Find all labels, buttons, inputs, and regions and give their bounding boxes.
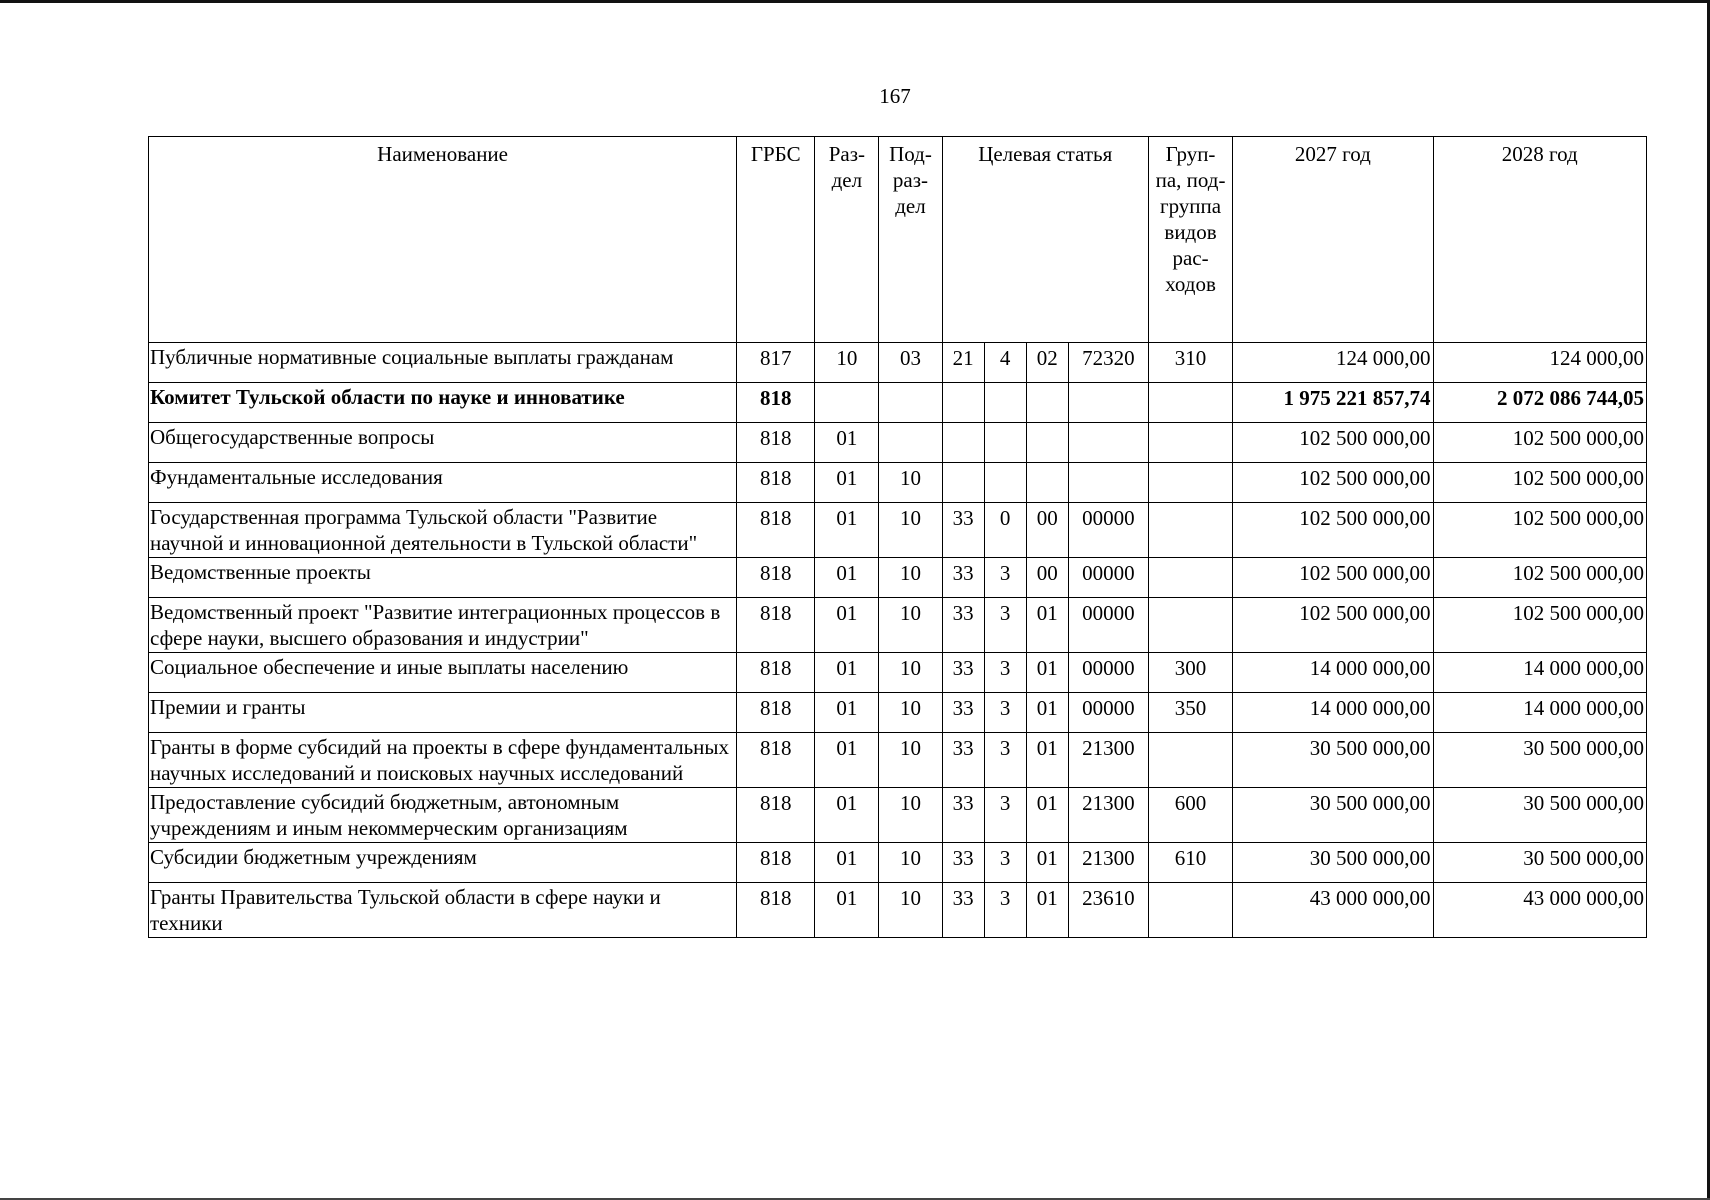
row-name-cell: Гранты Правительства Тульской области в сфере науки и техники [149,883,737,938]
row-name-cell: Комитет Тульской области по науке и инноватике [149,383,737,423]
row-grbs-cell: 818 [737,693,815,733]
row-target-direction-cell [1068,423,1148,463]
row-target-direction-cell: 00000 [1068,503,1148,558]
table-row [149,843,1647,883]
row-name-cell: Фундаментальные исследования [149,463,737,503]
row-amount-2028-cell: 30 500 000,00 [1433,788,1646,843]
row-target-type-cell: 3 [984,598,1026,653]
row-amount-2027-cell: 102 500 000,00 [1233,463,1433,503]
row-podrazdel-cell: 10 [879,463,942,503]
row-grbs-cell: 818 [737,598,815,653]
row-target-type-cell: 0 [984,503,1026,558]
row-podrazdel-cell: 10 [879,693,942,733]
row-razdel-cell: 01 [815,733,879,788]
row-name-cell: Государственная программа Тульской области "Развитие научной и инновационной деятельности в Тульской области" [149,503,737,558]
table-row [149,693,1647,733]
row-amount-2027-cell: 43 000 000,00 [1233,883,1433,938]
header-year-2028: 2028 год [1433,137,1646,343]
row-name-cell: Ведомственный проект "Развитие интеграционных процессов в сфере науки, высшего образования и индустрии" [149,598,737,653]
row-expense-group-cell [1148,383,1232,423]
row-amount-2027-cell: 1 975 221 857,74 [1233,383,1433,423]
row-target-program-cell: 33 [942,653,984,693]
row-target-program-cell [942,423,984,463]
row-amount-2027-cell: 30 500 000,00 [1233,843,1433,883]
row-razdel-cell: 01 [815,463,879,503]
row-razdel-cell: 01 [815,423,879,463]
row-name-cell: Гранты в форме субсидий на проекты в сфере фундаментальных научных исследований и поисковых научных исследований [149,733,737,788]
table-row [149,883,1647,938]
table-row [149,653,1647,693]
row-name-cell: Общегосударственные вопросы [149,423,737,463]
row-amount-2027-cell: 14 000 000,00 [1233,653,1433,693]
row-target-program-cell: 33 [942,598,984,653]
row-podrazdel-cell [879,383,942,423]
row-expense-group-cell: 600 [1148,788,1232,843]
row-target-program-cell: 33 [942,558,984,598]
row-target-program-cell: 33 [942,788,984,843]
row-grbs-cell: 818 [737,653,815,693]
table-row [149,788,1647,843]
row-target-structure-cell [1026,383,1068,423]
header-podrazdel: Под- раз- дел [879,137,942,343]
row-amount-2028-cell: 102 500 000,00 [1433,598,1646,653]
row-target-type-cell: 4 [984,343,1026,383]
header-name: Наименование [149,137,737,343]
row-podrazdel-cell: 10 [879,653,942,693]
row-target-direction-cell [1068,463,1148,503]
row-podrazdel-cell: 10 [879,598,942,653]
row-target-structure-cell: 00 [1026,503,1068,558]
row-target-direction-cell: 00000 [1068,558,1148,598]
row-amount-2027-cell: 102 500 000,00 [1233,503,1433,558]
row-target-structure-cell: 01 [1026,733,1068,788]
row-target-type-cell: 3 [984,788,1026,843]
row-razdel-cell: 01 [815,788,879,843]
row-target-structure-cell [1026,463,1068,503]
row-razdel-cell: 01 [815,693,879,733]
row-razdel-cell: 10 [815,343,879,383]
row-target-type-cell: 3 [984,843,1026,883]
row-razdel-cell: 01 [815,558,879,598]
row-expense-group-cell [1148,598,1232,653]
scan-edge-top [0,0,1710,3]
row-expense-group-cell [1148,558,1232,598]
row-target-direction-cell: 00000 [1068,653,1148,693]
row-podrazdel-cell: 10 [879,843,942,883]
row-target-structure-cell: 01 [1026,883,1068,938]
row-name-cell: Премии и гранты [149,693,737,733]
row-target-program-cell: 33 [942,503,984,558]
row-razdel-cell [815,383,879,423]
row-expense-group-cell [1148,503,1232,558]
row-target-direction-cell: 00000 [1068,598,1148,653]
header-razdel: Раз- дел [815,137,879,343]
row-podrazdel-cell: 10 [879,733,942,788]
row-target-program-cell: 33 [942,733,984,788]
row-target-type-cell: 3 [984,883,1026,938]
row-amount-2027-cell: 102 500 000,00 [1233,598,1433,653]
row-target-program-cell: 21 [942,343,984,383]
row-expense-group-cell [1148,733,1232,788]
row-target-type-cell: 3 [984,558,1026,598]
row-podrazdel-cell: 03 [879,343,942,383]
page-number: 167 [879,84,911,108]
row-expense-group-cell [1148,883,1232,938]
row-razdel-cell: 01 [815,598,879,653]
table-row [149,558,1647,598]
row-podrazdel-cell: 10 [879,558,942,598]
row-grbs-cell: 818 [737,558,815,598]
row-target-program-cell: 33 [942,693,984,733]
row-target-direction-cell: 21300 [1068,843,1148,883]
row-amount-2028-cell: 14 000 000,00 [1433,653,1646,693]
row-target-program-cell [942,463,984,503]
row-amount-2028-cell: 102 500 000,00 [1433,423,1646,463]
row-target-type-cell [984,383,1026,423]
row-expense-group-cell: 350 [1148,693,1232,733]
row-target-program-cell: 33 [942,883,984,938]
row-target-structure-cell: 01 [1026,653,1068,693]
row-target-structure-cell: 01 [1026,788,1068,843]
row-target-structure-cell: 00 [1026,558,1068,598]
table-row [149,423,1647,463]
table-row [149,598,1647,653]
table-row [149,343,1647,383]
row-target-structure-cell [1026,423,1068,463]
row-amount-2027-cell: 102 500 000,00 [1233,423,1433,463]
row-amount-2027-cell: 124 000,00 [1233,343,1433,383]
row-target-direction-cell: 72320 [1068,343,1148,383]
header-grbs: ГРБС [737,137,815,343]
row-name-cell: Ведомственные проекты [149,558,737,598]
row-amount-2028-cell: 102 500 000,00 [1433,463,1646,503]
row-name-cell: Предоставление субсидий бюджетным, автономным учреждениям и иным некоммерческим организациям [149,788,737,843]
row-target-type-cell [984,463,1026,503]
header-row [149,137,1647,343]
row-target-type-cell: 3 [984,733,1026,788]
row-grbs-cell: 818 [737,503,815,558]
row-target-structure-cell: 01 [1026,598,1068,653]
table-row [149,733,1647,788]
row-target-type-cell: 3 [984,653,1026,693]
row-target-direction-cell [1068,383,1148,423]
row-amount-2028-cell: 124 000,00 [1433,343,1646,383]
table-row [149,463,1647,503]
row-amount-2027-cell: 14 000 000,00 [1233,693,1433,733]
row-expense-group-cell: 310 [1148,343,1232,383]
header-target-article: Целевая статья [942,137,1148,343]
row-expense-group-cell [1148,423,1232,463]
row-target-direction-cell: 21300 [1068,733,1148,788]
row-target-program-cell: 33 [942,843,984,883]
row-target-structure-cell: 01 [1026,843,1068,883]
row-grbs-cell: 818 [737,423,815,463]
row-podrazdel-cell: 10 [879,883,942,938]
row-amount-2027-cell: 30 500 000,00 [1233,788,1433,843]
header-year-2027: 2027 год [1233,137,1433,343]
row-grbs-cell: 818 [737,843,815,883]
row-podrazdel-cell: 10 [879,503,942,558]
row-amount-2027-cell: 102 500 000,00 [1233,558,1433,598]
row-razdel-cell: 01 [815,653,879,693]
row-expense-group-cell [1148,463,1232,503]
row-amount-2028-cell: 102 500 000,00 [1433,503,1646,558]
row-podrazdel-cell: 10 [879,788,942,843]
budget-table [148,136,1647,938]
table-row [149,503,1647,558]
row-amount-2028-cell: 102 500 000,00 [1433,558,1646,598]
row-amount-2028-cell: 43 000 000,00 [1433,883,1646,938]
row-podrazdel-cell [879,423,942,463]
row-name-cell: Субсидии бюджетным учреждениям [149,843,737,883]
row-grbs-cell: 818 [737,883,815,938]
row-target-direction-cell: 21300 [1068,788,1148,843]
row-expense-group-cell: 300 [1148,653,1232,693]
row-grbs-cell: 817 [737,343,815,383]
row-razdel-cell: 01 [815,843,879,883]
row-grbs-cell: 818 [737,463,815,503]
row-grbs-cell: 818 [737,788,815,843]
row-razdel-cell: 01 [815,503,879,558]
row-target-type-cell: 3 [984,693,1026,733]
row-name-cell: Публичные нормативные социальные выплаты гражданам [149,343,737,383]
row-target-direction-cell: 23610 [1068,883,1148,938]
row-razdel-cell: 01 [815,883,879,938]
row-amount-2028-cell: 30 500 000,00 [1433,733,1646,788]
row-amount-2027-cell: 30 500 000,00 [1233,733,1433,788]
row-amount-2028-cell: 30 500 000,00 [1433,843,1646,883]
row-name-cell: Социальное обеспечение и иные выплаты населению [149,653,737,693]
row-grbs-cell: 818 [737,733,815,788]
row-target-program-cell [942,383,984,423]
row-expense-group-cell: 610 [1148,843,1232,883]
row-target-structure-cell: 02 [1026,343,1068,383]
table-row [149,383,1647,423]
row-target-structure-cell: 01 [1026,693,1068,733]
row-amount-2028-cell: 2 072 086 744,05 [1433,383,1646,423]
row-target-type-cell [984,423,1026,463]
row-amount-2028-cell: 14 000 000,00 [1433,693,1646,733]
row-target-direction-cell: 00000 [1068,693,1148,733]
row-grbs-cell: 818 [737,383,815,423]
header-expense-group: Груп- па, под- группа видов рас- ходов [1148,137,1232,343]
